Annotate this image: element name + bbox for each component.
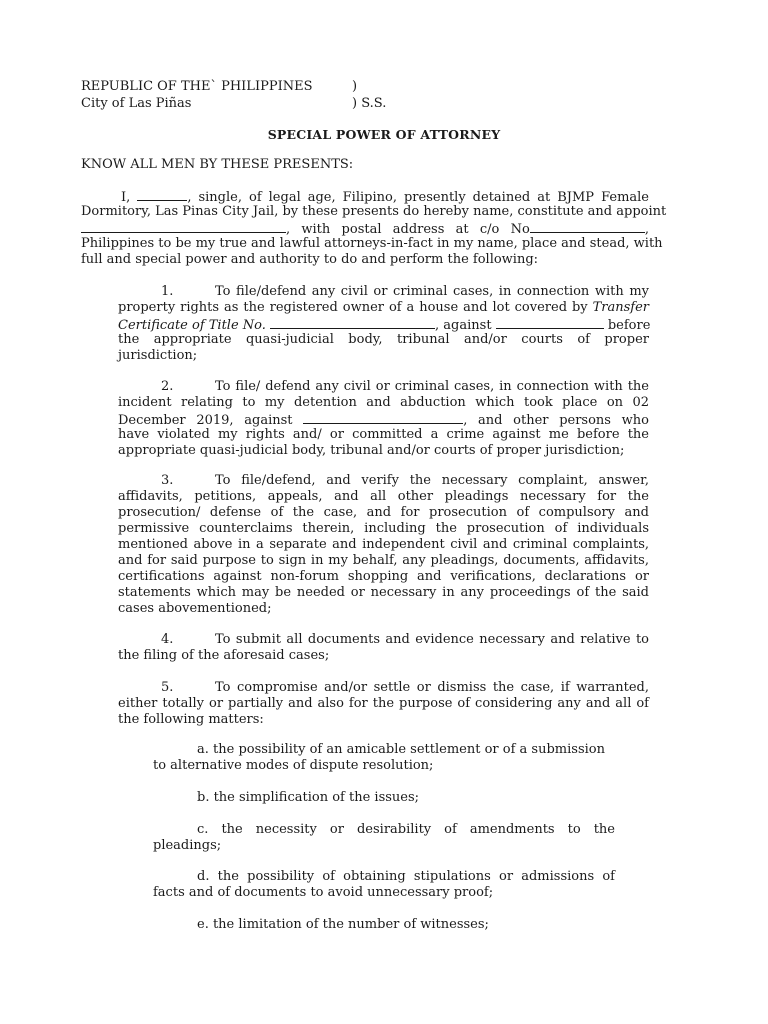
item-1-line-3: Certificate of Title No. , against before	[118, 318, 651, 333]
intro-line-1: I, , single, of legal age, Filipino, presently detained at BJMP Female	[121, 190, 650, 205]
item-1-line-1: 1. To file/defend any civil or criminal cases, in connection with my	[161, 284, 649, 299]
item-2-line-4: have violated my rights and/ or committed a crime against me before the	[118, 427, 649, 442]
item-1	[118, 284, 649, 364]
item-1-line-2: property rights as the registered owner of a house and lot covered by Transfer	[118, 300, 649, 315]
subitem-c-line-2: pleadings;	[153, 838, 222, 853]
item-5-line-2: either totally or partially and also for the purpose of considering any and all of	[118, 696, 649, 711]
item-5	[118, 680, 649, 728]
item-2-line-2: incident relating to my detention and abduction which took place on 02	[118, 395, 649, 410]
item-2	[118, 379, 649, 459]
item-3-line-6: and for said purpose to sign in my behalf, any pleadings, documents, affidavits,	[118, 553, 649, 568]
subitem-c-line-1: c. the necessity or desirability of amendments to the	[197, 822, 615, 837]
item-3-line-7: certifications against non-forum shopping and verifications, declarations or	[118, 569, 649, 584]
item-3-line-9: cases abovementioned;	[118, 601, 272, 616]
venue-paren: )	[352, 79, 358, 94]
item-5-line-3: the following matters:	[118, 712, 264, 727]
item-3-line-1: 3. To file/defend, and verify the necessary complaint, answer,	[161, 473, 649, 488]
intro-line-5: full and special power and authority to do and perform the following:	[81, 252, 539, 267]
subitem-a-line-1: a. the possibility of an amicable settlement or of a submission	[197, 742, 605, 757]
item-1-line-4: the appropriate quasi-judicial body, tribunal and/or courts of proper	[118, 332, 649, 347]
intro-line-3: , with postal address at c/o No ,	[81, 220, 649, 236]
republic-line: REPUBLIC OF THE` PHILIPPINES	[81, 79, 313, 94]
principal-name-blank	[137, 188, 187, 201]
subitem-b: b. the simplification of the issues;	[197, 790, 420, 805]
item-3-line-2: affidavits, petitions, appeals, and all other pleadings necessary for the	[118, 489, 649, 504]
subitem-d-line-2: facts and of documents to avoid unnecessary proof;	[153, 885, 494, 900]
item-1-against-blank	[496, 316, 604, 329]
subitem-e: e. the limitation of the number of witnesses;	[197, 917, 489, 932]
item-4	[118, 632, 649, 664]
intro-paragraph	[81, 188, 667, 268]
subitem-a-line-2: to alternative modes of dispute resolution;	[153, 758, 434, 773]
item-5-line-1: 5. To compromise and/or settle or dismiss the case, if warranted,	[161, 680, 649, 695]
attorney-name-blank	[81, 220, 286, 233]
intro-line-4: Philippines to be my true and lawful attorneys-in-fact in my name, place and stead, with	[81, 236, 663, 251]
know-all-men-line: KNOW ALL MEN BY THESE PRESENTS:	[81, 157, 354, 172]
item-4-line-1: 4. To submit all documents and evidence necessary and relative to	[161, 632, 649, 647]
item-3-line-4: permissive counterclaims therein, including the prosecution of individuals	[118, 521, 649, 536]
city-line: City of Las Piñas	[81, 96, 192, 111]
subitem-d-line-1: d. the possibility of obtaining stipulations or admissions of	[197, 869, 615, 884]
item-2-line-5: appropriate quasi-judicial body, tribunal and/or courts of proper jurisdiction;	[118, 443, 625, 458]
venue-caption	[81, 78, 387, 112]
tct-number-blank	[270, 316, 435, 329]
item-3-line-3: prosecution/ defense of the case, and for prosecution of compulsory and	[118, 505, 649, 520]
item-3-line-5: mentioned above in a separate and independent civil and criminal complaints,	[118, 537, 649, 552]
document-title: SPECIAL POWER OF ATTORNEY	[267, 127, 501, 142]
item-4-line-2: the filing of the aforesaid cases;	[118, 648, 330, 663]
address-blank	[530, 220, 645, 233]
item-2-against-blank	[303, 411, 463, 424]
item-1-line-5: jurisdiction;	[118, 348, 198, 363]
item-2-line-1: 2. To file/ defend any civil or criminal cases, in connection with the	[161, 379, 649, 394]
venue-ss: ) S.S.	[352, 96, 387, 111]
item-2-line-3: December 2019, against , and other persons who	[118, 413, 649, 428]
item-3-line-8: statements which may be needed or necessary in any proceedings of the said	[118, 585, 649, 600]
intro-line-2: Dormitory, Las Pinas City Jail, by these presents do hereby name, constitute and appoint	[81, 204, 667, 219]
item-3	[118, 473, 649, 617]
